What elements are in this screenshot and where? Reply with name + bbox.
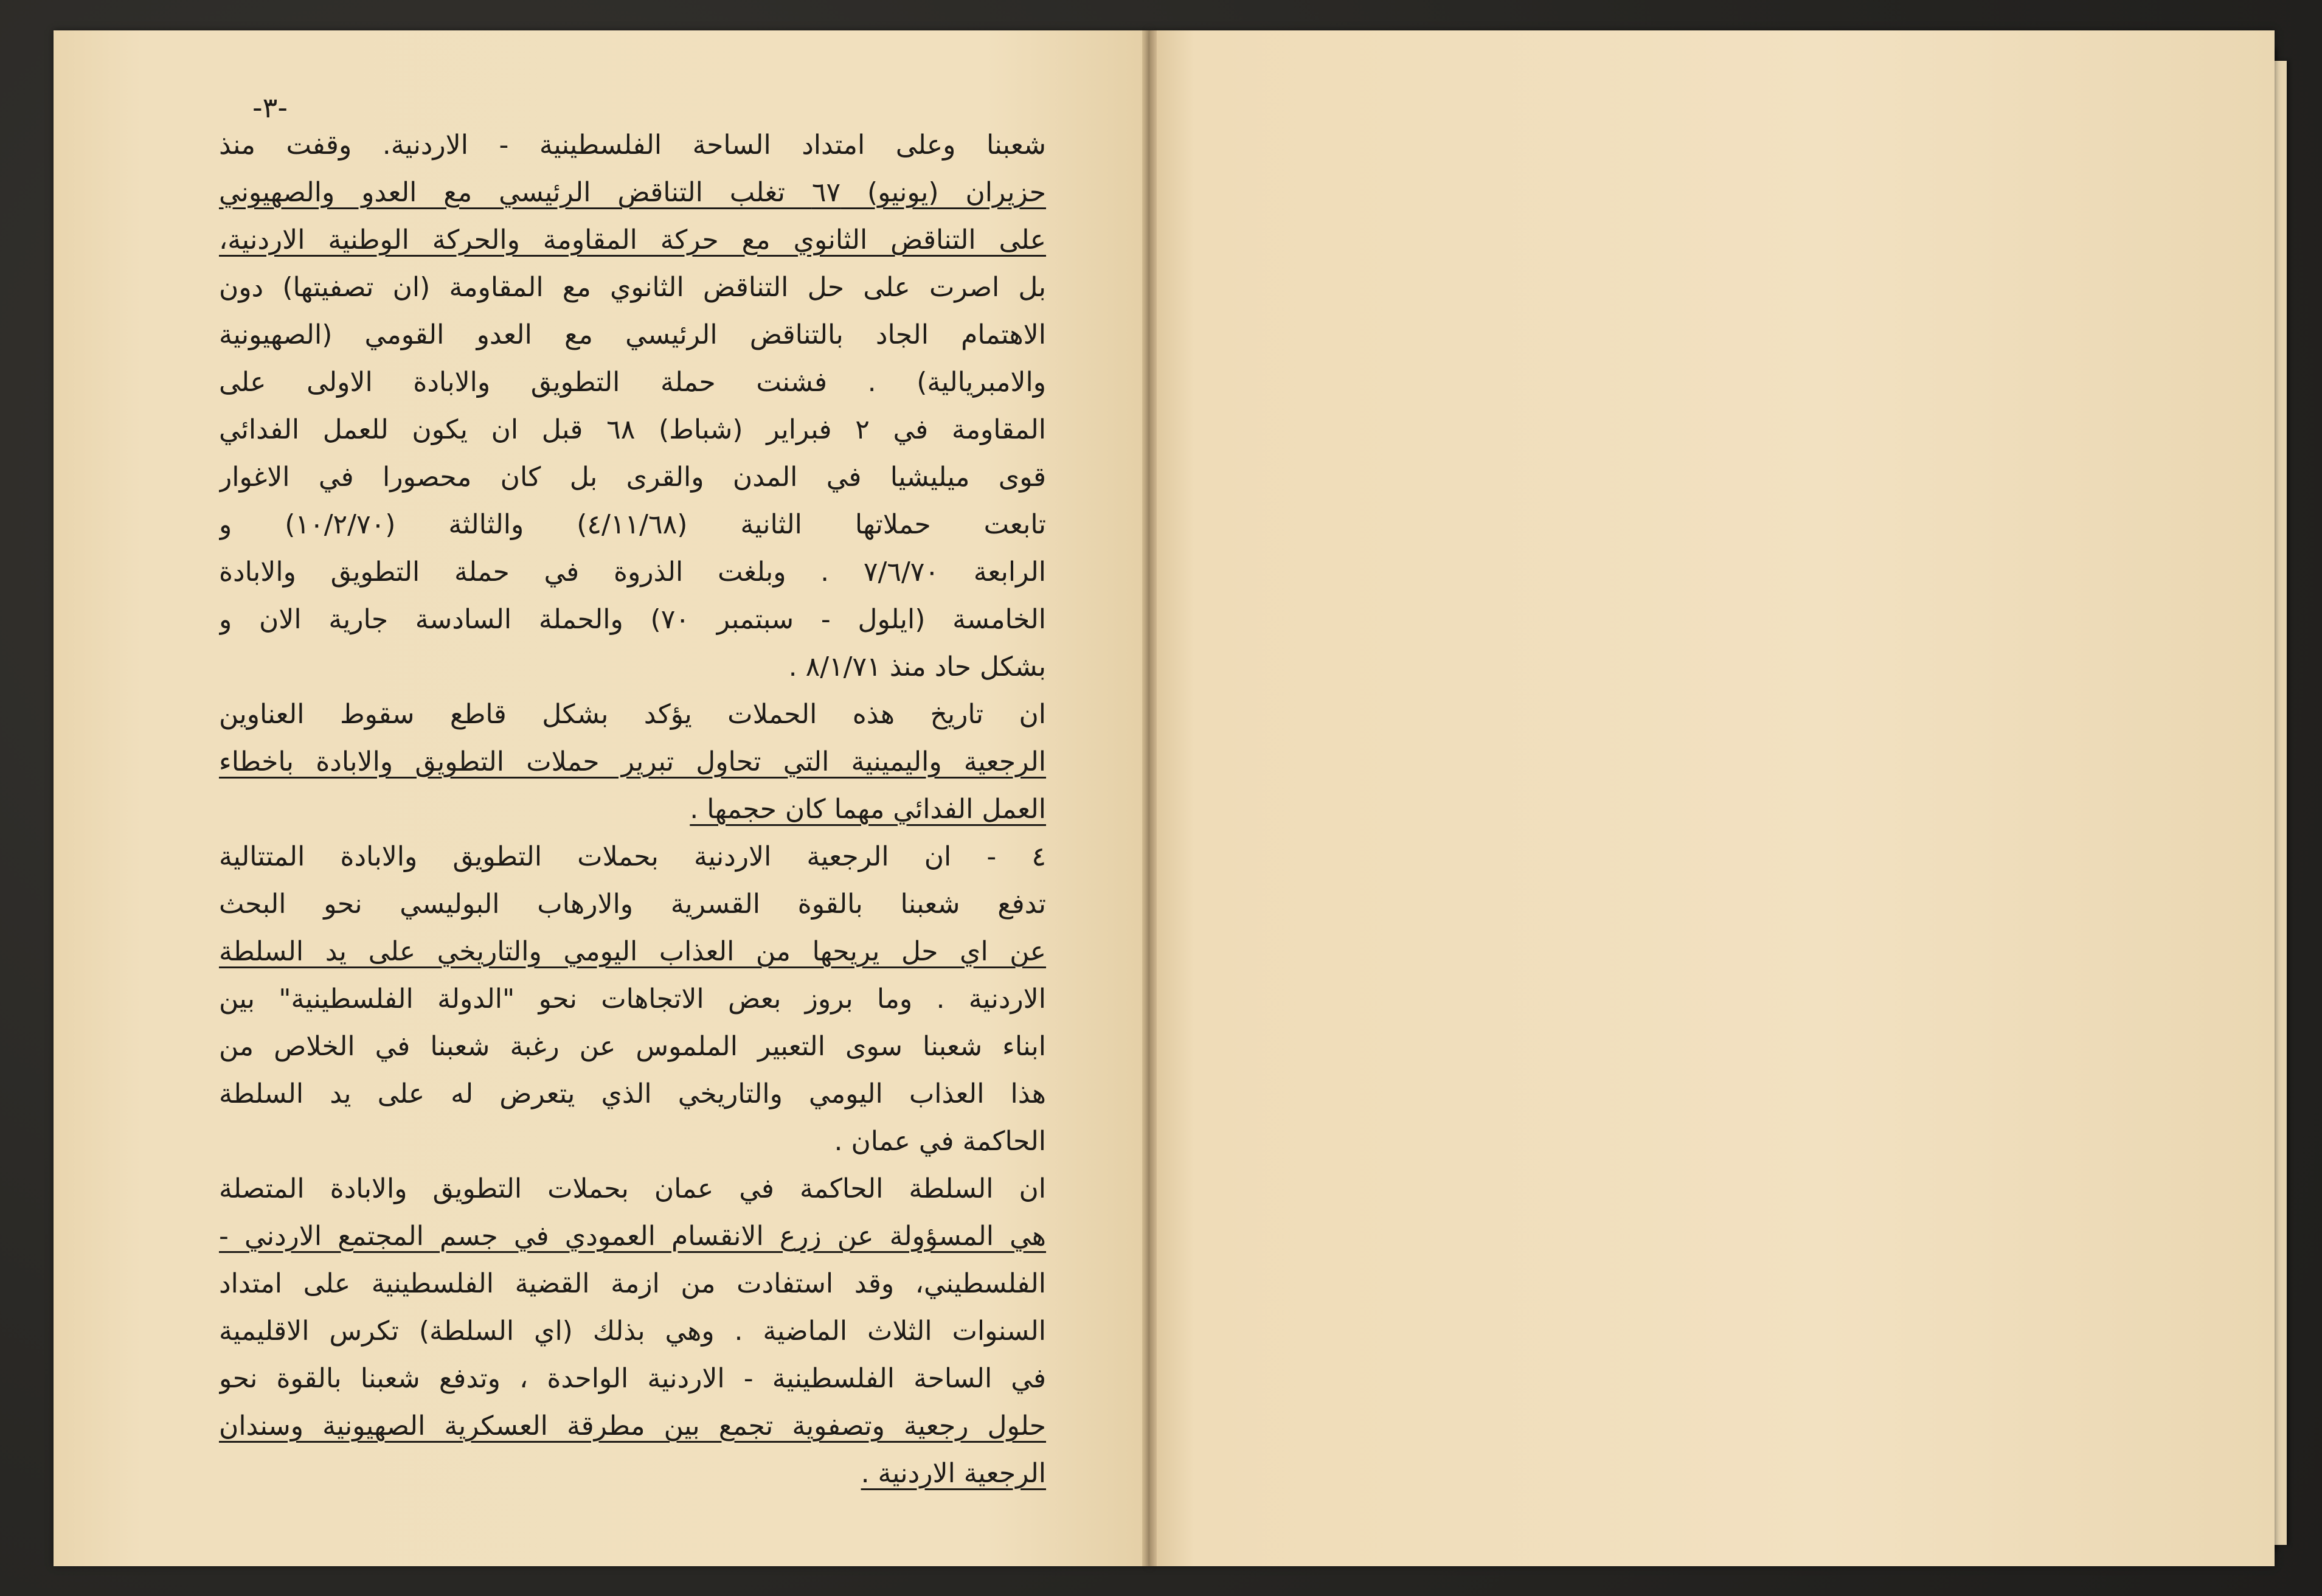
text-line: قوى ميليشيا في المدن والقرى بل كان محصورا في الاغوار xyxy=(219,462,1046,493)
text-line: الفلسطيني، وقد استفادت من ازمة القضية الفلسطينية على امتداد xyxy=(219,1268,1046,1299)
text-line: الاهتمام الجاد بالتناقض الرئيسي مع العدو القومي (الصهيونية xyxy=(219,319,1046,350)
text-line: الاردنية . وما بروز بعض الاتجاهات نحو "الدولة الفلسطينية" بين xyxy=(219,984,1046,1015)
text-line: ابناء شعبنا سوى التعبير الملموس عن رغبة شعبنا في الخلاص من xyxy=(219,1031,1046,1062)
text-line: في الساحة الفلسطينية - الاردنية الواحدة ، وتدفع شعبنا بالقوة نحو xyxy=(219,1363,1046,1394)
text-line: حزيران (يونيو) ٦٧ تغلب التناقض الرئيسي مع العدو والصهيوني xyxy=(219,177,1046,208)
text-line: تابعت حملاتها الثانية (٤/١١/٦٨) والثالثة (١٠/٢/٧٠) و xyxy=(219,509,1046,540)
page-fold xyxy=(1142,30,1157,1566)
text-line: حلول رجعية وتصفوية تجمع بين مطرقة العسكرية الصهيونية وسندان xyxy=(219,1410,1046,1442)
text-line: تدفع شعبنا بالقوة القسرية والارهاب البوليسي نحو البحث xyxy=(219,889,1046,920)
text-line: بشكل حاد منذ ٨/١/٧١ . xyxy=(788,651,1046,682)
text-line: السنوات الثلاث الماضية . وهي بذلك (اي السلطة) تكرس الاقليمية xyxy=(219,1316,1046,1347)
body-text xyxy=(219,122,1046,1497)
text-line: ان تاريخ هذه الحملات يؤكد بشكل قاطع سقوط العناوين xyxy=(219,699,1046,730)
text-line: ٤ - ان الرجعية الاردنية بحملات التطويق والابادة المتتالية xyxy=(219,841,1046,872)
text-line: العمل الفدائي مهما كان حجمها . xyxy=(690,794,1046,825)
right-page-blank xyxy=(1149,30,2275,1566)
text-line: عن اي حل يريحها من العذاب اليومي والتاريخي على يد السلطة xyxy=(219,936,1046,967)
text-line: والامبريالية) . فشنت حملة التطويق والابادة الاولى على xyxy=(219,367,1046,398)
text-line: هذا العذاب اليومي والتاريخي الذي يتعرض له على يد السلطة xyxy=(219,1078,1046,1109)
text-line: الحاكمة في عمان . xyxy=(834,1126,1046,1157)
text-line: الرابعة ٧/٦/٧٠ . وبلغت الذروة في حملة التطويق والابادة xyxy=(219,557,1046,588)
text-line: بل اصرت على حل التناقض الثانوي مع المقاومة (ان تصفيتها) دون xyxy=(219,272,1046,303)
text-line: الرجعية واليمينية التي تحاول تبرير حملات التطويق والابادة باخطاء xyxy=(219,746,1046,777)
text-line: على التناقض الثانوي مع حركة المقاومة والحركة الوطنية الاردنية، xyxy=(219,224,1046,255)
page-number: -٣- xyxy=(252,91,288,124)
text-line: الخامسة (ايلول - سبتمبر ٧٠) والحملة السادسة جارية الان و xyxy=(219,604,1046,635)
text-line: شعبنا وعلى امتداد الساحة الفلسطينية - الاردنية. وقفت منذ xyxy=(219,130,1046,161)
text-line: المقاومة في ٢ فبراير (شباط) ٦٨ قبل ان يكون للعمل الفدائي xyxy=(219,414,1046,445)
text-line: ان السلطة الحاكمة في عمان بحملات التطويق والابادة المتصلة xyxy=(219,1173,1046,1204)
text-line: الرجعية الاردنية . xyxy=(861,1458,1046,1489)
text-line: هي المسؤولة عن زرع الانقسام العمودي في جسم المجتمع الاردني - xyxy=(219,1221,1046,1252)
